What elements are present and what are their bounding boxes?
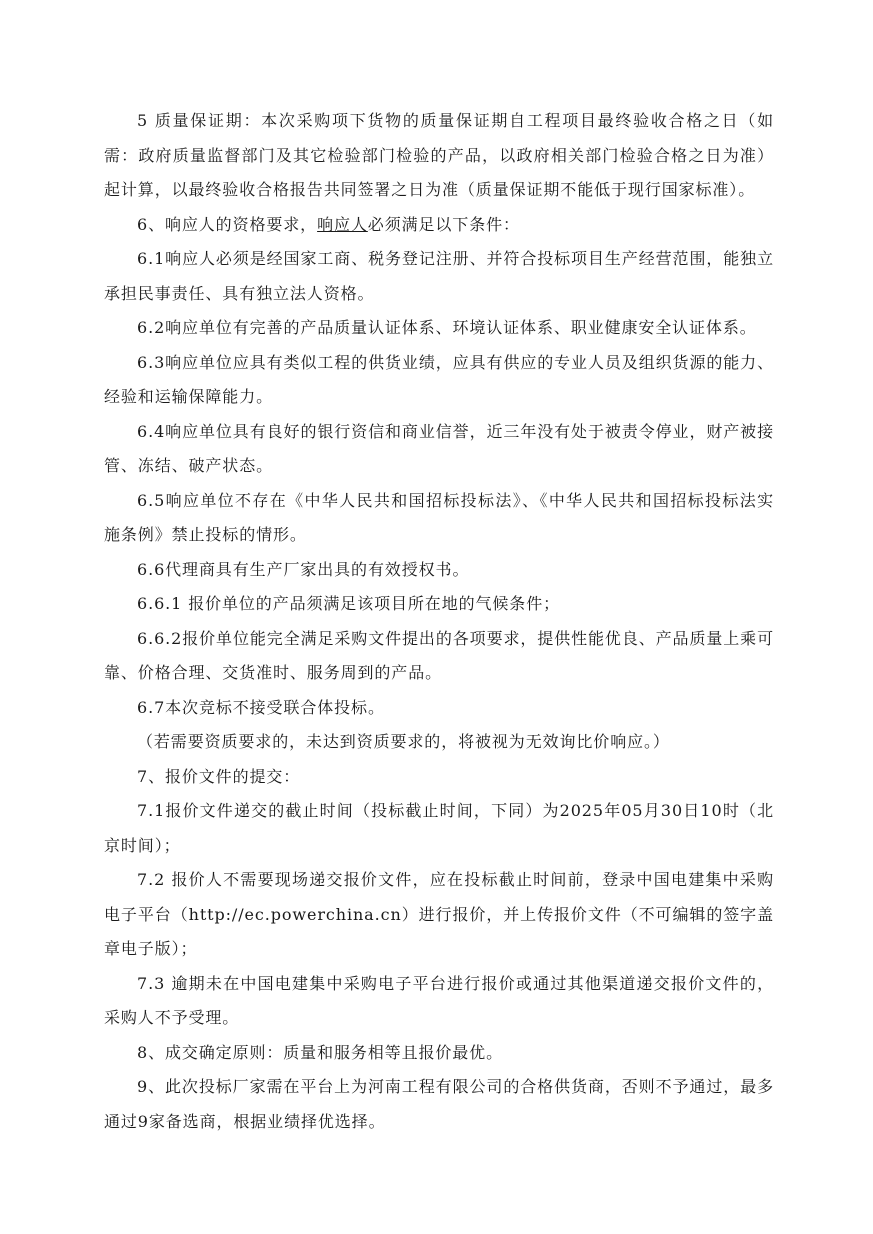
paragraph-6-6-2: 6.6.2报价单位能完全满足采购文件提出的各项要求，提供性能优良、产品质量上乘可靠、价格合理、交货准时、服务周到的产品。 <box>104 628 774 682</box>
paragraph-6-7: 6.7本次竞标不接受联合体投标。 <box>137 697 385 717</box>
paragraph-qualification-requirements <box>104 208 774 243</box>
paragraph-6-6: 6.6代理商具有生产厂家出具的有效授权书。 <box>137 559 470 579</box>
qualification-lead: 6、响应人的资格要求， <box>137 214 318 234</box>
paragraph-7-1: 7.1报价文件递交的截止时间（投标截止时间，下同）为2025年05月30日10时（北京时间）； <box>104 801 774 855</box>
qualification-underlined-term: 响应人 <box>317 214 368 234</box>
paragraph-qualification-note: （若需要资质要求的，未达到资质要求的，将被视为无效询比价响应。） <box>137 732 670 751</box>
paragraph-6-5: 6.5响应单位不存在《中华人民共和国招标投标法》、《中华人民共和国招标投标法实施条例》禁止投标的情形。 <box>104 490 774 544</box>
paragraph-7-3: 7.3 逾期未在中国电建集中采购电子平台进行报价或通过其他渠道递交报价文件的，采购人不予受理。 <box>104 973 774 1027</box>
paragraph-quality-warranty: 5 质量保证期：本次采购项下货物的质量保证期自工程项目最终验收合格之日（如需：政府质量监督部门及其它检验部门检验的产品，以政府相关部门检验合格之日为准）起计算，以最终验收合格报告共同签署之日为准（质量保证期不能低于现行国家标准）。 <box>104 111 774 199</box>
paragraph-6-1: 6.1响应人必须是经国家工商、税务登记注册、并符合投标项目生产经营范围，能独立承担民事责任、具有独立法人资格。 <box>104 249 774 303</box>
paragraph-8-award-principle: 8、成交确定原则：质量和服务相等且报价最优。 <box>137 1042 503 1062</box>
paragraph-6-3: 6.3响应单位应具有类似工程的供货业绩，应具有供应的专业人员及组织货源的能力、经验和运输保障能力。 <box>104 352 774 406</box>
document-body <box>104 104 774 1139</box>
paragraph-6-4: 6.4响应单位具有良好的银行资信和商业信誉，近三年没有处于被责令停业，财产被接管、冻结、破产状态。 <box>104 421 774 475</box>
paragraph-9-supplier-requirement: 9、此次投标厂家需在平台上为河南工程有限公司的合格供货商，否则不予通过，最多通过9家备选商，根据业绩择优选择。 <box>104 1077 774 1131</box>
qualification-tail: 必须满足以下条件： <box>367 214 520 234</box>
paragraph-7-submission: 7、报价文件的提交： <box>137 766 301 786</box>
paragraph-6-2: 6.2响应单位有完善的产品质量认证体系、环境认证体系、职业健康安全认证体系。 <box>137 318 757 337</box>
paragraph-7-2: 7.2 报价人不需要现场递交报价文件，应在投标截止时间前，登录中国电建集中采购电子平台（http://ec.powerchina.cn）进行报价，并上传报价文件（不可编辑的签字盖章电子版）； <box>104 870 774 958</box>
paragraph-6-6-1: 6.6.1 报价单位的产品须满足该项目所在地的气候条件； <box>137 594 560 613</box>
